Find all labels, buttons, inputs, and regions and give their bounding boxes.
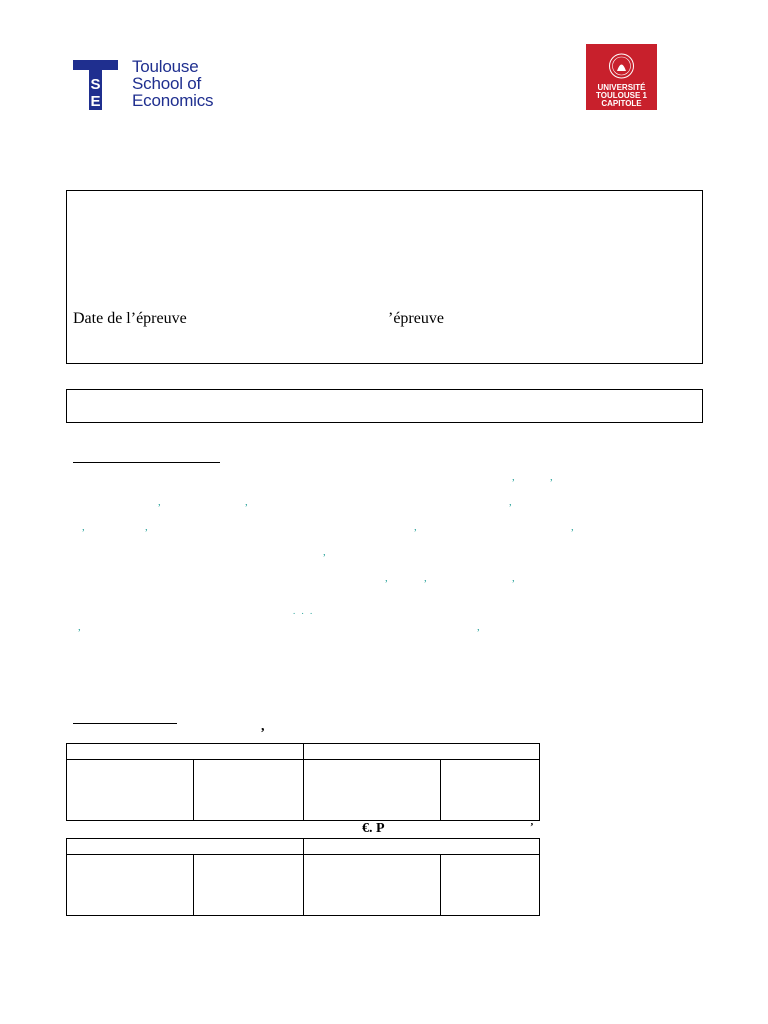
svg-text:E: E [90, 93, 101, 110]
svg-text:CAPITOLE: CAPITOLE [601, 99, 642, 108]
tse-logo-text [132, 58, 213, 109]
table-cell [304, 760, 441, 821]
section-mark: , [261, 719, 265, 734]
text-mark: , [82, 521, 85, 533]
table-cell [441, 760, 540, 821]
exam-duration-label: ’épreuve [388, 310, 444, 327]
table-caption: €. P [362, 821, 385, 836]
table-cell [67, 855, 194, 916]
exam-date-label: Date de l’épreuve [73, 310, 187, 327]
text-mark: , [512, 572, 515, 584]
exam-info-box [66, 190, 703, 364]
tse-logo-line: Economics [132, 91, 214, 110]
tse-logo-line: School of [132, 74, 202, 93]
section-heading-underline [73, 462, 220, 463]
table-header-cell [67, 839, 304, 855]
tse-logo-line: Toulouse [132, 57, 199, 76]
svg-text:S: S [90, 76, 101, 93]
table-cell [441, 855, 540, 916]
text-mark: , [424, 572, 427, 584]
section-heading-underline [73, 723, 177, 724]
text-mark: , [550, 471, 553, 483]
text-mark: , [571, 521, 574, 533]
table-caption-mark: ’ [530, 821, 534, 833]
text-mark: , [78, 621, 81, 633]
text-mark: , [512, 471, 515, 483]
table-cell [193, 760, 303, 821]
text-mark: , [145, 521, 148, 533]
text-mark: , [158, 496, 161, 508]
table-cell [304, 855, 441, 916]
text-mark: , [245, 496, 248, 508]
table-header-cell [304, 839, 540, 855]
info-field-box [66, 389, 703, 423]
table-cell [193, 855, 303, 916]
text-mark: , [414, 521, 417, 533]
table-header-cell [304, 744, 540, 760]
svg-text:TOULOUSE 1: TOULOUSE 1 [596, 91, 647, 100]
table-cell [67, 760, 194, 821]
text-mark: , [385, 572, 388, 584]
text-mark: , [323, 546, 326, 558]
table-header-cell [67, 744, 304, 760]
svg-text:UNIVERSITÉ: UNIVERSITÉ [597, 83, 646, 92]
text-mark: , [509, 496, 512, 508]
ut1-capitole-logo [586, 44, 657, 110]
text-mark: , [477, 621, 480, 633]
tse-logo-mark [73, 60, 118, 110]
table-1 [66, 743, 540, 821]
ellipsis-mark: . . . [293, 606, 315, 616]
table-2 [66, 838, 540, 916]
